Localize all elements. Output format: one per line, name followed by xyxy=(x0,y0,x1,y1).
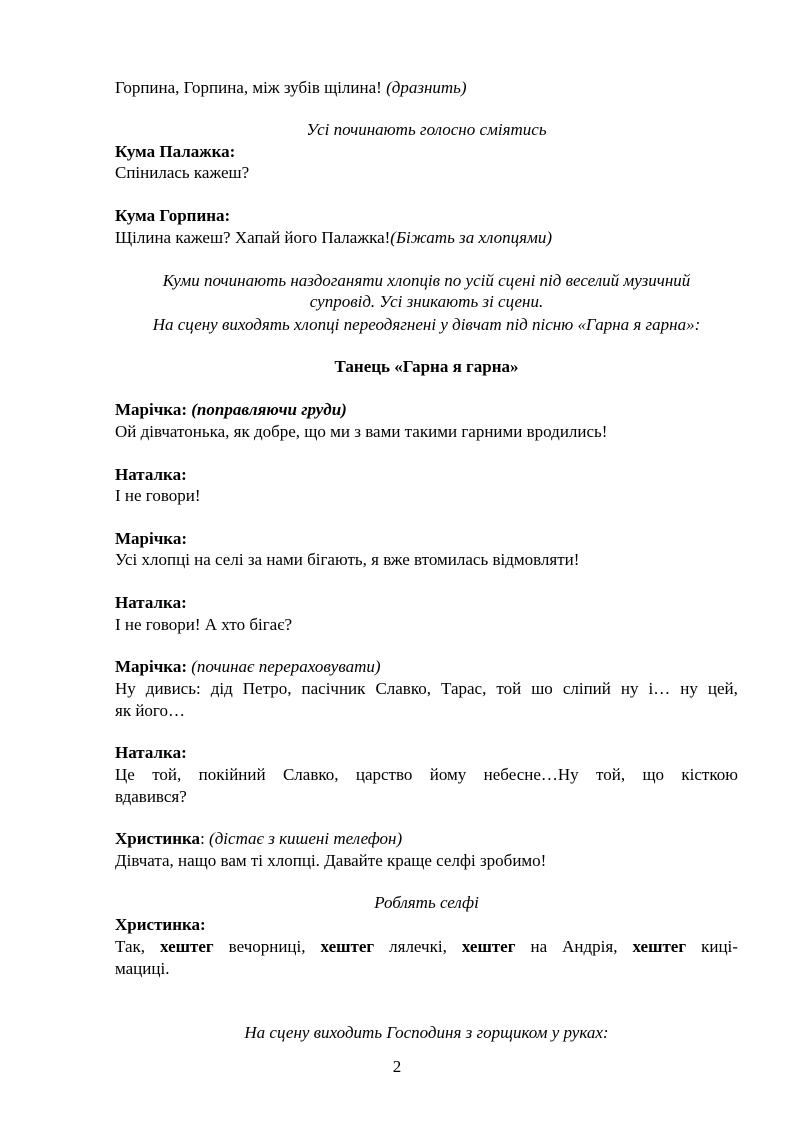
word: Андрія, xyxy=(562,937,618,956)
dialogue-text: Усі хлопці на селі за нами бігають, я вже втомилась відмовляти! xyxy=(115,550,580,569)
word: Тарас, xyxy=(441,679,487,698)
word: і… xyxy=(648,679,671,698)
word: Славко, xyxy=(282,765,339,784)
word: той, xyxy=(596,765,626,784)
word: небесне…Ну xyxy=(483,765,579,784)
word: ну xyxy=(620,679,639,698)
speaker-line xyxy=(115,829,738,849)
speaker-name: Христинка: xyxy=(115,915,206,934)
hashtag-word: хештег xyxy=(632,937,687,956)
speaker-name: Наталка: xyxy=(115,465,187,484)
dialogue-line xyxy=(115,78,738,98)
stage-direction: (дістає з кишені телефон) xyxy=(209,829,403,848)
hashtag-word: хештег xyxy=(320,937,375,956)
word: ну xyxy=(680,679,698,698)
stage-direction: (починає перераховувати) xyxy=(191,657,381,676)
word: сліпий xyxy=(562,679,611,698)
dialogue-text: І не говори! xyxy=(115,486,201,505)
stage-direction: (дразнить) xyxy=(386,78,467,97)
stage-direction: Куми починають наздоганяти хлопців по усій сцені під веселий музичний xyxy=(162,271,691,290)
dialogue-text: вдавився? xyxy=(115,787,187,806)
stage-direction: (поправляючи груди) xyxy=(191,400,347,419)
word: Славко, xyxy=(375,679,431,698)
word: пасічник xyxy=(301,679,366,698)
stage-direction: Усі починають голосно сміятись xyxy=(306,120,547,139)
dialogue-text: Ой дівчатонька, як добре, що ми з вами такими гарними вродились! xyxy=(115,422,608,441)
stage-direction: На сцену виходить Господиня з горщиком у руках: xyxy=(244,1023,609,1042)
word: дід xyxy=(210,679,233,698)
word: на xyxy=(530,937,548,956)
speaker-name: Марічка: xyxy=(115,657,188,676)
word: Петро, xyxy=(242,679,292,698)
word: той xyxy=(496,679,522,698)
stage-direction: Роблять селфі xyxy=(374,893,479,912)
word: кісткою xyxy=(681,765,738,784)
dialogue-text: як його… xyxy=(115,701,185,720)
stage-direction: На сцену виходять хлопці переодягнені у дівчат під пісню «Гарна я гарна»: xyxy=(152,315,701,334)
word: покійний xyxy=(198,765,266,784)
dialogue-text: Щілина кажеш? Хапай його Палажка! xyxy=(115,228,391,247)
dialogue-justified-line xyxy=(115,679,738,699)
dialogue-text: Спінилась кажеш? xyxy=(115,163,250,182)
speaker-name: Марічка: xyxy=(115,400,188,419)
word: Це xyxy=(115,765,135,784)
dialogue-text: Дівчата, нащо вам ті хлопці. Давайте краще селфі зробимо! xyxy=(115,851,547,870)
word: Так, xyxy=(115,937,146,956)
speaker-name: Кума Горпина: xyxy=(115,206,231,225)
stage-direction: супровід. Усі зникають зі сцени. xyxy=(309,292,544,311)
dance-title: Танець «Гарна я гарна» xyxy=(334,357,519,376)
dialogue-justified-line xyxy=(115,937,738,957)
word: що xyxy=(642,765,665,784)
dialogue-line xyxy=(115,228,738,248)
word: шо xyxy=(531,679,553,698)
word: цей, xyxy=(707,679,738,698)
word: царство xyxy=(355,765,413,784)
dialogue-text: мациці. xyxy=(115,959,170,978)
speaker-name: Христинка xyxy=(115,829,201,848)
stage-direction: (Біжать за хлопцями) xyxy=(390,228,553,247)
speaker-line xyxy=(115,400,738,420)
word: йому xyxy=(429,765,467,784)
dialogue-justified-line xyxy=(115,765,738,785)
speaker-line xyxy=(115,657,738,677)
word: лялечкі, xyxy=(389,937,447,956)
speaker-name: Кума Палажка: xyxy=(115,142,236,161)
speaker-name: Наталка: xyxy=(115,743,187,762)
speaker-name: Марічка: xyxy=(115,529,188,548)
word: киці- xyxy=(701,937,738,956)
dialogue-text: Горпина, Горпина, між зубів щілина! xyxy=(115,78,382,97)
dialogue-text: І не говори! А хто бігає? xyxy=(115,615,293,634)
word: Ну xyxy=(115,679,136,698)
word: вечорниці, xyxy=(228,937,306,956)
hashtag-word: хештег xyxy=(160,937,214,956)
page-number: 2 xyxy=(392,1057,402,1076)
speaker-colon: : xyxy=(200,829,205,848)
speaker-name: Наталка: xyxy=(115,593,187,612)
word: дивись: xyxy=(145,679,201,698)
hashtag-word: хештег xyxy=(461,937,516,956)
word: той, xyxy=(152,765,182,784)
